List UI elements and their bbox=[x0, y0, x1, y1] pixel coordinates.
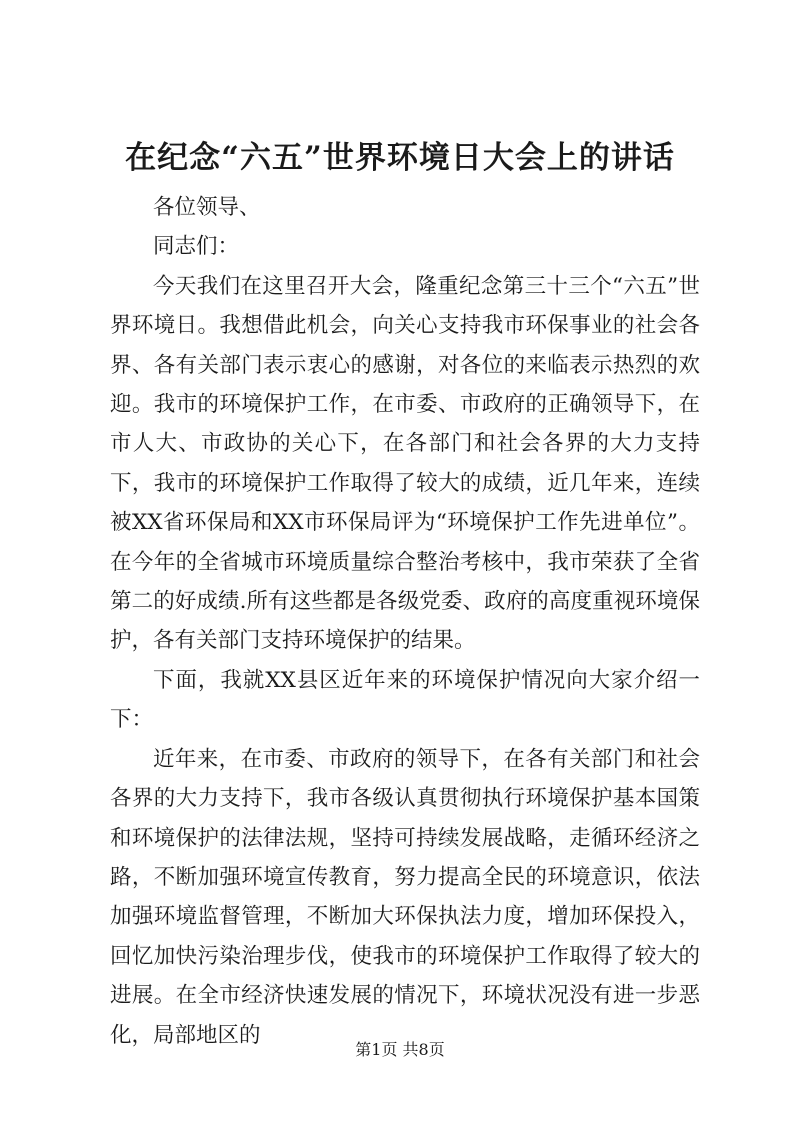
paragraph-intro: 下面，我就XX县区近年来的环境保护情况向大家介绍一下： bbox=[110, 667, 700, 733]
document-body bbox=[110, 188, 700, 1055]
salutation-leaders: 各位领导、 bbox=[153, 195, 261, 220]
salutation-comrades: 同志们： bbox=[153, 234, 240, 260]
paragraph-opening: 今天我们在这里召开大会，隆重纪念第三十三个“六五”世界环境日。我想借此机会，向关心支持我市环保事业的社会各界、各有关部门表示衷心的感谢，对各位的来临表示热烈的欢迎。我市的环境保护工作，在市委、市政府的正确领导下，在市人大、市政协的关心下，在各部门和社会各界的大力支持下，我市的环境保护工作取得了较大的成绩，近几年来，连续被XX省环保局和XX市环保局评为“环境保护工作先进单位”。在今年的全省城市环境质量综合整治考核中，我市荣获了全省第二的好成绩.所有这些都是各级党委、政府的高度重视环境保护，各有关部门支持环境保护的结果。 bbox=[110, 273, 700, 654]
document-title: 在纪念“六五”世界环境日大会上的讲话 bbox=[125, 140, 675, 176]
page-footer: 第1页 共8页 bbox=[355, 1040, 445, 1059]
paragraph-recent-years: 近年来，在市委、市政府的领导下，在各有关部门和社会各界的大力支持下，我市各级认真贯彻执行环境保护基本国策和环境保护的法律法规，坚持可持续发展战略，走循环经济之路，不断加强环境宣传教育，努力提高全民的环境意识，依法加强环境监督管理，不断加大环保执法力度，增加环保投入，回忆加快污染治理步伐，使我市的环境保护工作取得了较大的进展。在全市经济快速发展的情况下，环境状况没有进一步恶化，局部地区的 bbox=[110, 746, 700, 1048]
